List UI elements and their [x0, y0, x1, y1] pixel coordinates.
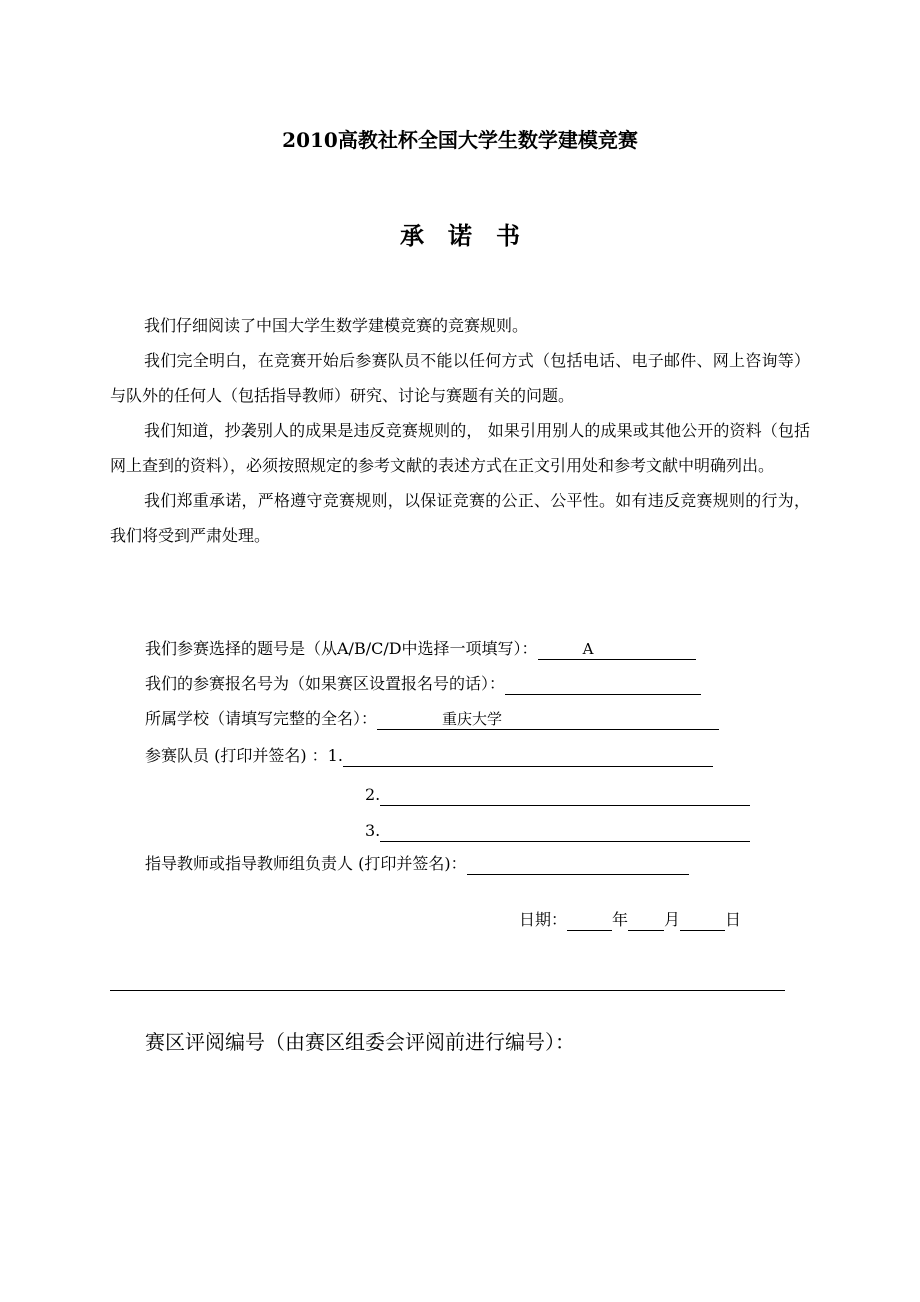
section-divider: [110, 990, 785, 991]
advisor-field[interactable]: [467, 854, 689, 875]
problem-number-label: 我们参赛选择的题号是（从A/B/C/D中选择一项填写）：: [145, 639, 538, 658]
member-row-1: [145, 745, 713, 767]
date-year-label: 年: [612, 910, 629, 929]
member-field-1[interactable]: [343, 746, 713, 767]
date-day-label: 日: [725, 910, 742, 929]
pledge-body: [110, 308, 810, 553]
registration-field[interactable]: [505, 674, 701, 695]
school-label: 所属学校（请填写完整的全名）：: [145, 709, 378, 728]
paragraph-3: 我们知道，抄袭别人的成果是违反竞赛规则的， 如果引用别人的成果或其他公开的资料（包括网上查到的资料），必须按照规定的参考文献的表述方式在正文引用处和参考文献中明确列出。: [110, 421, 810, 475]
paragraph-4: 我们郑重承诺，严格遵守竞赛规则，以保证竞赛的公正、公平性。如有违反竞赛规则的行为，我们将受到严肃处理。: [110, 491, 810, 545]
zone-review-number-label: 赛区评阅编号（由赛区组委会评阅前进行编号）：: [145, 1030, 575, 1054]
date-month-field[interactable]: [628, 910, 664, 931]
member-row-3: [365, 820, 750, 842]
date-month-label: 月: [664, 910, 681, 929]
registration-row: [145, 673, 701, 695]
date-row: [519, 909, 741, 931]
date-year-field[interactable]: [567, 910, 612, 931]
school-row: [145, 708, 719, 730]
problem-number-value: A: [582, 640, 594, 658]
member-field-2[interactable]: [380, 785, 750, 806]
member-number-3: 3.: [365, 821, 381, 840]
problem-number-row: [145, 638, 696, 660]
document-title: 承诺书: [400, 221, 544, 250]
problem-number-field[interactable]: [538, 639, 696, 660]
date-day-field[interactable]: [680, 910, 725, 931]
member-number-1: 1.: [327, 746, 343, 765]
advisor-label: 指导教师或指导教师组负责人 (打印并签名)：: [145, 854, 467, 873]
member-row-2: [365, 784, 750, 806]
date-label: 日期：: [519, 910, 568, 929]
paragraph-2: 我们完全明白，在竞赛开始后参赛队员不能以任何方式（包括电话、电子邮件、网上咨询等）与队外的任何人（包括指导教师）研究、讨论与赛题有关的问题。: [110, 351, 810, 405]
paragraph-1: 我们仔细阅读了中国大学生数学建模竞赛的竞赛规则。: [144, 316, 529, 335]
school-field[interactable]: [377, 709, 719, 730]
school-value: 重庆大学: [442, 710, 503, 728]
member-number-2: 2.: [365, 785, 381, 804]
registration-label: 我们的参赛报名号为（如果赛区设置报名号的话）：: [145, 674, 506, 693]
advisor-row: [145, 853, 689, 875]
member-field-3[interactable]: [380, 821, 750, 842]
competition-title: 2010高教社杯全国大学生数学建模竞赛: [282, 128, 638, 152]
members-label: 参赛队员 (打印并签名) ：: [145, 746, 328, 765]
